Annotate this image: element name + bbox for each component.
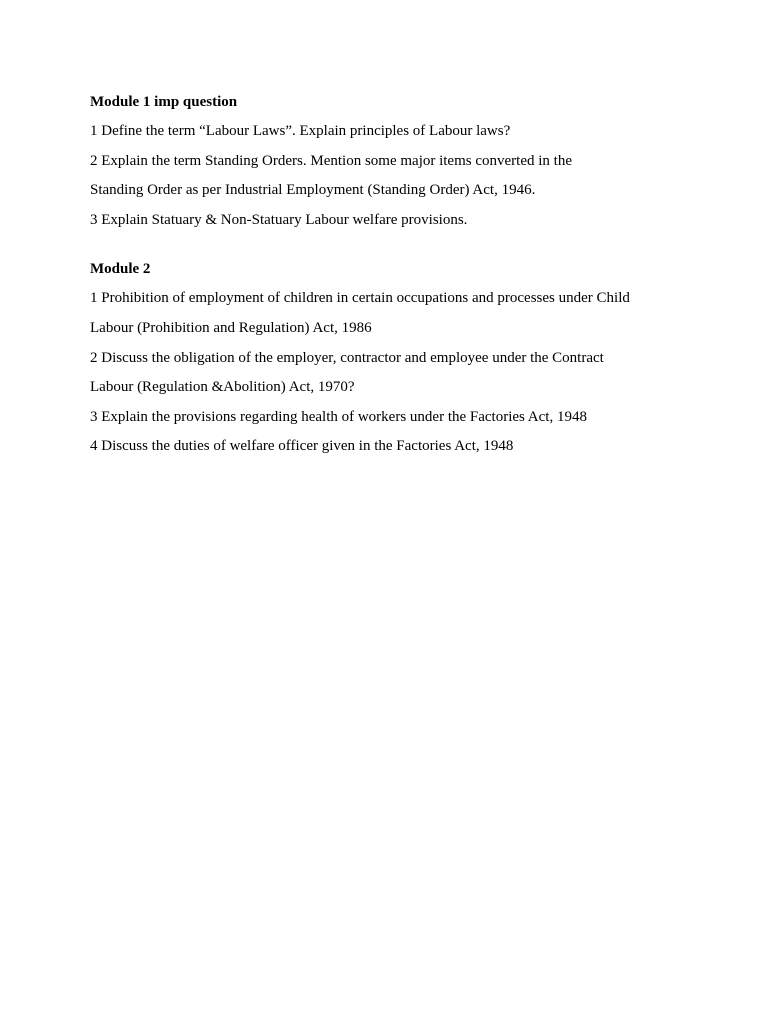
module-2-question-1-line-2: Labour (Prohibition and Regulation) Act, 1986 — [90, 319, 372, 336]
section-spacer — [90, 239, 690, 259]
module-2-section — [90, 259, 690, 456]
module-2-question-2-line-2: Labour (Regulation &Abolition) Act, 1970? — [90, 379, 355, 396]
module-2-question-1-line-1: 1 Prohibition of employment of children in certain occupations and processes under Child — [90, 290, 630, 307]
module-1-question-2-line-2: Standing Order as per Industrial Employment (Standing Order) Act, 1946. — [90, 182, 536, 199]
module-2-question-2-line-1: 2 Discuss the obligation of the employer, contractor and employee under the Contract — [90, 349, 604, 366]
module-2-question-3: 3 Explain the provisions regarding health of workers under the Factories Act, 1948 — [90, 408, 587, 425]
module-2-heading: Module 2 — [90, 261, 151, 278]
module-1-question-1: 1 Define the term “Labour Laws”. Explain principles of Labour laws? — [90, 123, 511, 139]
module-1-question-3: 3 Explain Statuary & Non-Statuary Labour welfare provisions. — [90, 211, 468, 228]
module-1-section — [90, 92, 690, 230]
module-1-heading: Module 1 imp question — [90, 94, 238, 110]
document-page — [90, 92, 690, 466]
module-1-question-2-line-1: 2 Explain the term Standing Orders. Mention some major items converted in the — [90, 152, 572, 169]
module-2-question-4: 4 Discuss the duties of welfare officer given in the Factories Act, 1948 — [90, 438, 514, 455]
